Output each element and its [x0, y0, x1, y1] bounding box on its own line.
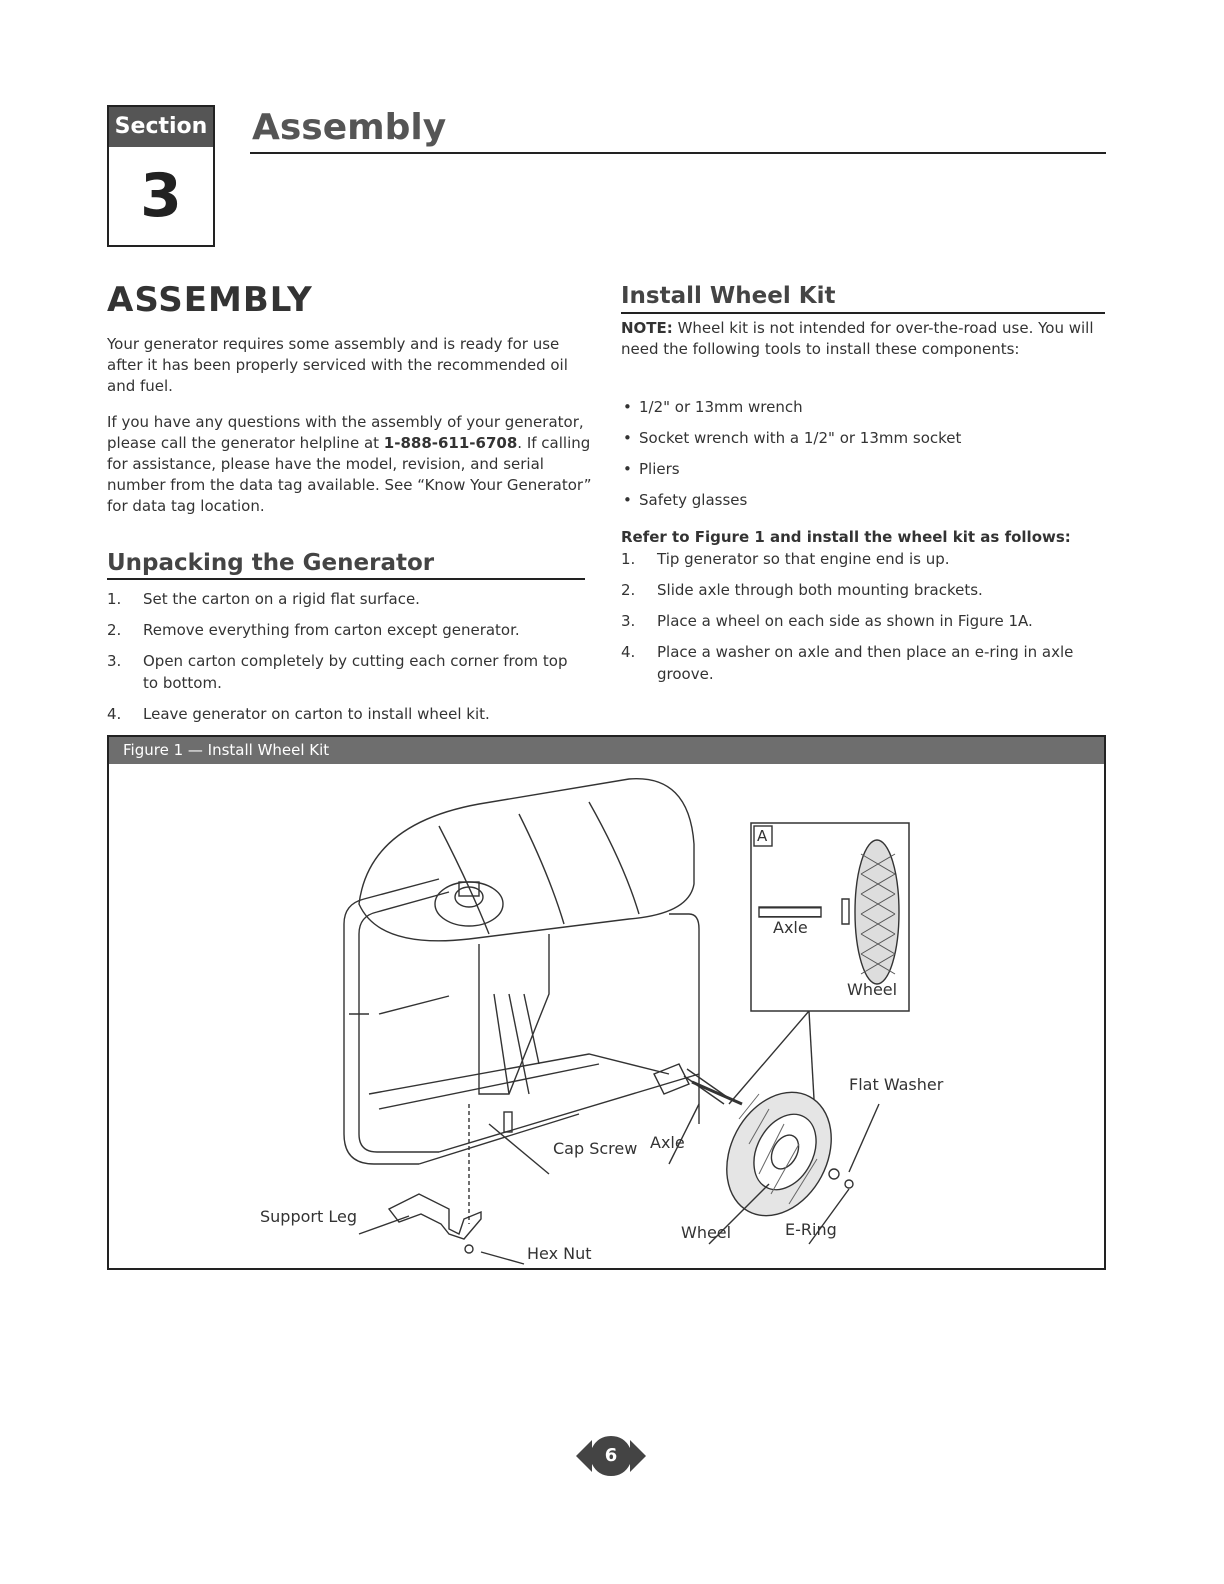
- figure-caption: Figure 1 — Install Wheel Kit: [123, 741, 330, 759]
- inset-wheel-label: Wheel: [847, 980, 898, 999]
- step-text: Remove everything from carton except generator.: [143, 621, 520, 639]
- flat-washer-label: Flat Washer: [849, 1075, 944, 1094]
- e-ring-label: E-Ring: [785, 1220, 837, 1239]
- list-item: • Safety glasses: [621, 489, 1101, 511]
- title-rule: [250, 152, 1106, 154]
- note-label: NOTE:: [621, 319, 673, 337]
- list-item: [621, 610, 1105, 632]
- wheel-kit-illustration: [109, 764, 1104, 1268]
- cap-screw-label: Cap Screw: [553, 1139, 638, 1158]
- list-item: [107, 703, 587, 725]
- figure-1: [107, 735, 1106, 1270]
- helpline-phone: 1-888-611-6708: [383, 434, 518, 452]
- step-number: 1.: [107, 590, 122, 608]
- page-number: 6: [604, 1445, 618, 1466]
- para2-pre: If you have any questions with the assembly of your generator, please call the generator helpline at: [107, 413, 584, 452]
- step-number: 4.: [621, 643, 636, 661]
- list-item: [621, 548, 1105, 570]
- inset-tag-label: A: [757, 827, 768, 845]
- support-leg-drawing: [389, 1194, 481, 1239]
- list-item: [621, 641, 1105, 685]
- list-item: • 1/2" or 13mm wrench: [621, 396, 1101, 418]
- list-item: • Socket wrench with a 1/2" or 13mm socket: [621, 427, 1101, 449]
- step-number: 3.: [621, 612, 636, 630]
- list-item: [621, 579, 1105, 601]
- list-item: • Pliers: [621, 458, 1101, 480]
- e-ring-drawing: [845, 1180, 853, 1188]
- step-text: Slide axle through both mounting brackets.: [657, 581, 983, 599]
- step-number: 2.: [107, 621, 122, 639]
- unpacking-steps: [107, 588, 587, 734]
- support-leg-label: Support Leg: [260, 1207, 357, 1226]
- tools-list: [621, 396, 1101, 520]
- list-item: [107, 619, 587, 641]
- generator-frame-drawing: [344, 779, 727, 1253]
- figure-caption-bar: [109, 737, 1104, 764]
- section-number: 3: [140, 161, 182, 231]
- inset-axle-label: Axle: [773, 918, 808, 937]
- unpacking-rule: [107, 578, 585, 580]
- wheel-label: Wheel: [681, 1223, 732, 1242]
- assembly-heading: ASSEMBLY: [107, 280, 313, 320]
- unpacking-heading: Unpacking the Generator: [107, 550, 435, 576]
- section-badge: [107, 105, 215, 247]
- list-item: [107, 588, 587, 610]
- step-number: 2.: [621, 581, 636, 599]
- section-label: Section: [109, 107, 213, 147]
- refer-instruction: Refer to Figure 1 and install the wheel kit as follows:: [621, 528, 1071, 546]
- list-item: [107, 650, 587, 694]
- hex-nut-label: Hex Nut: [527, 1244, 592, 1263]
- para2-post: . If calling for assistance, please have the model, revision, and serial number from the data tag available. See “Know Your Generator” for data tag location.: [107, 434, 592, 515]
- step-text: Tip generator so that engine end is up.: [657, 550, 950, 568]
- step-number: 4.: [107, 705, 122, 723]
- step-number: 3.: [107, 652, 122, 670]
- step-text: Place a wheel on each side as shown in Figure 1A.: [657, 612, 1033, 630]
- page-title: Assembly: [252, 107, 447, 148]
- wheel-kit-rule: [621, 312, 1105, 314]
- note-text: Wheel kit is not intended for over-the-road use. You will need the following tools to install these components:: [621, 319, 1094, 358]
- step-text: Set the carton on a rigid flat surface.: [143, 590, 420, 608]
- step-text: Place a washer on axle and then place an e-ring in axle groove.: [657, 643, 1074, 683]
- assembly-paragraph-2: [107, 412, 597, 517]
- axle-label: Axle: [650, 1133, 685, 1152]
- page-number-badge: [576, 1430, 646, 1482]
- wheel-kit-note: [621, 318, 1105, 360]
- wheel-kit-steps: [621, 548, 1105, 694]
- step-number: 1.: [621, 550, 636, 568]
- step-text: Leave generator on carton to install wheel kit.: [143, 705, 490, 723]
- wheel-kit-heading: Install Wheel Kit: [621, 283, 836, 309]
- flat-washer-drawing: [829, 1169, 839, 1179]
- step-text: Open carton completely by cutting each corner from top to bottom.: [143, 652, 568, 692]
- assembly-paragraph-1: Your generator requires some assembly and is ready for use after it has been properly serviced with the recommended oil and fuel.: [107, 335, 568, 395]
